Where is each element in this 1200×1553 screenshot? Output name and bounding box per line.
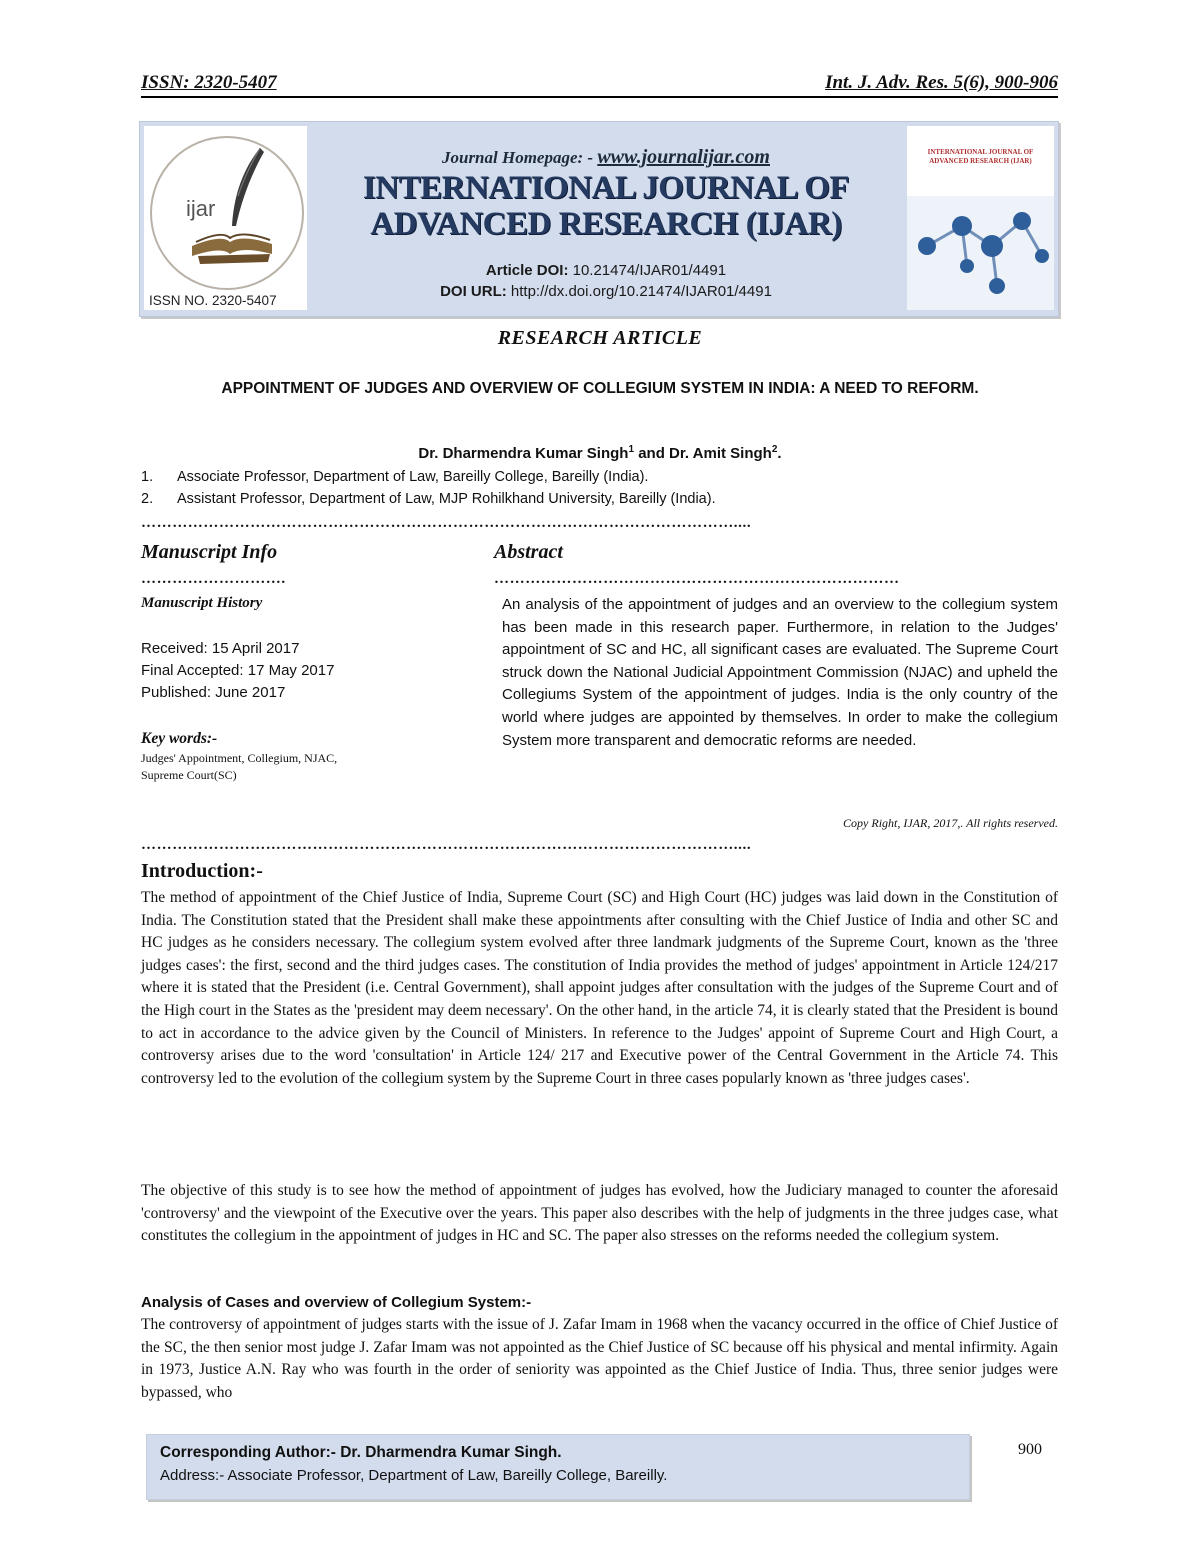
affiliation-text: Associate Professor, Department of Law, Bareilly College, Bareilly (India).: [177, 469, 649, 485]
journal-banner: [139, 121, 1059, 317]
author-1: Dr. Dharmendra Kumar Singh: [418, 445, 629, 462]
separator-manuscript: ……………………….: [141, 571, 286, 587]
journal-citation: Int. J. Adv. Res. 5(6), 900-906: [825, 72, 1058, 93]
logo-text: ijar: [186, 196, 216, 221]
quill-book-icon: [152, 138, 302, 288]
banner-center: [308, 122, 904, 316]
manuscript-history-heading: Manuscript History: [141, 595, 263, 611]
affiliation-number: 1.: [141, 469, 154, 485]
logo-circle: [150, 136, 304, 290]
introduction-heading: Introduction:-: [141, 860, 263, 882]
separator-bottom: ……………………………………………………………………………………………………....: [141, 837, 752, 853]
author-2-sup: 2: [771, 444, 778, 455]
author-line: [0, 444, 1200, 462]
analysis-paragraph: The controversy of appointment of judges starts with the issue of J. Zafar Imam in 1968 when the vacancy occurred in the office of Chief Justice of the SC, the then senior most judge J. Zafar Imam was not appointed as the Chief Justice of SC because off his physical and mental infirmity. Again in 1973, Justice A.N. Ray who was fourth in the order of seniority was appointed as the Chief Justice of India. Thus, three senior judges were bypassed, who: [141, 1316, 1058, 1401]
logo-issn: ISSN NO. 2320-5407: [149, 293, 277, 308]
doi-url-label: DOI URL:: [440, 283, 507, 300]
affiliation-2: [141, 491, 716, 507]
paper-title: APPOINTMENT OF JUDGES AND OVERVIEW OF COLLEGIUM SYSTEM IN INDIA: A NEED TO REFORM.: [221, 380, 979, 397]
ijar-logo: [144, 126, 307, 310]
abstract-heading: Abstract: [494, 541, 563, 563]
corresponding-author: Corresponding Author:- Dr. Dharmendra Kumar Singh.: [160, 1444, 562, 1461]
doi-value: 10.21474/IJAR01/4491: [572, 262, 727, 279]
issn-label: ISSN: 2320-5407: [141, 72, 277, 93]
cover-title: INTERNATIONAL JOURNAL OF ADVANCED RESEARCH (IJAR): [927, 148, 1034, 165]
doi-label: Article DOI:: [485, 262, 569, 279]
accepted-date: Final Accepted: 17 May 2017: [141, 662, 335, 679]
journal-homepage: [308, 146, 904, 169]
analysis-heading: Analysis of Cases and overview of Collegium System:-: [141, 1294, 532, 1311]
author-address: Address:- Associate Professor, Department of Law, Bareilly College, Bareilly.: [160, 1467, 668, 1484]
affiliation-text: Assistant Professor, Department of Law, MJP Rohilkhand University, Bareilly (India).: [177, 491, 716, 507]
doi-url-link[interactable]: http://dx.doi.org/10.21474/IJAR01/4491: [510, 283, 772, 300]
running-header: [141, 70, 1058, 98]
received-date: Received: 15 April 2017: [141, 640, 300, 657]
journal-title-line1: INTERNATIONAL JOURNAL OF: [362, 170, 850, 206]
abstract-text: An analysis of the appointment of judges and an overview to the collegium system has been made in this research paper. Furthermore, in relation to the Judges' appointment of SC and HC, all significant cases are evaluated. The Supreme Court struck down the National Judicial Appointment Commission (NJAC) and upheld the Collegiums System of the appointment of judges. India is the only country of the world where judges are appointed by themselves. In order to make the collegium System more transparent and democratic reforms are needed.: [502, 596, 1058, 749]
separator-abstract: ……………………………………………………………………: [494, 571, 900, 587]
introduction-paragraph-1: The method of appointment of the Chief Justice of India, Supreme Court (SC) and High Court (HC) judges was laid down in the Constitution of India. The Constitution stated that the President shall make these appointments after consulting with the Chief Justice of India and other SC and HC judges as he considers necessary. The collegium system evolved after three landmark judgments of the Supreme Court, known as the 'three judges cases': the first, second and the third judges cases. The constitution of India provides the method of judges' appointment in Article 124/217 where it is stated that the President (i.e. Central Government), shall appoint judges after consultation with the judges of the Supreme Court and of the High court in the States as the 'president may deem necessary'. On the other hand, in the article 74, it is clearly stated that the President is bound to act in accordance to the advice given by the Council of Ministers. In reference to the Judges' appoint of Supreme Court and High Court, a controversy arises due to the word 'consultation' in Article 124/ 217 and Executive power of the Central Government in the Article 74. This controversy led to the evolution of the collegium system by the Supreme Court in three cases popularly known as 'three judges cases'.: [141, 889, 1058, 1087]
article-type: RESEARCH ARTICLE: [497, 327, 703, 349]
introduction-paragraph-2: The objective of this study is to see how the method of appointment of judges has evolved, how the Judiciary managed to counter the aforesaid 'controversy' and the viewpoint of the Executive over the years. This paper also describes with the help of judgments in the three judges case, what constitutes the collegium in the appointment of judges in HC and SC. The paper also stresses on the reforms needed the collegium system.: [141, 1182, 1058, 1245]
author-1-sup: 1: [628, 444, 635, 455]
keywords-heading: Key words:-: [141, 730, 218, 747]
homepage-label: Journal Homepage: -: [441, 148, 594, 167]
journal-title-line2: ADVANCED RESEARCH (IJAR): [370, 206, 842, 242]
homepage-link[interactable]: www.journalijar.com: [597, 146, 770, 168]
affiliation-1: [141, 469, 648, 485]
article-doi: [308, 262, 904, 279]
corresponding-author-box: [146, 1434, 970, 1500]
author-trail: .: [777, 445, 782, 462]
copyright-notice: Copy Right, IJAR, 2017,. All rights reserved.: [843, 816, 1058, 830]
separator-top: ……………………………………………………………………………………………………....: [141, 515, 752, 531]
manuscript-info-heading: Manuscript Info: [141, 541, 278, 563]
page-number: 900: [1018, 1441, 1042, 1458]
published-date: Published: June 2017: [141, 684, 286, 701]
author-joiner: and: [634, 445, 670, 462]
journal-title: [308, 170, 904, 242]
affiliation-number: 2.: [141, 491, 154, 507]
doi-url: [308, 283, 904, 300]
journal-cover-thumbnail: [907, 126, 1054, 310]
author-2: Dr. Amit Singh: [669, 445, 772, 462]
keywords-list: Judges' Appointment, Collegium, NJAC, Supreme Court(SC): [141, 751, 338, 782]
